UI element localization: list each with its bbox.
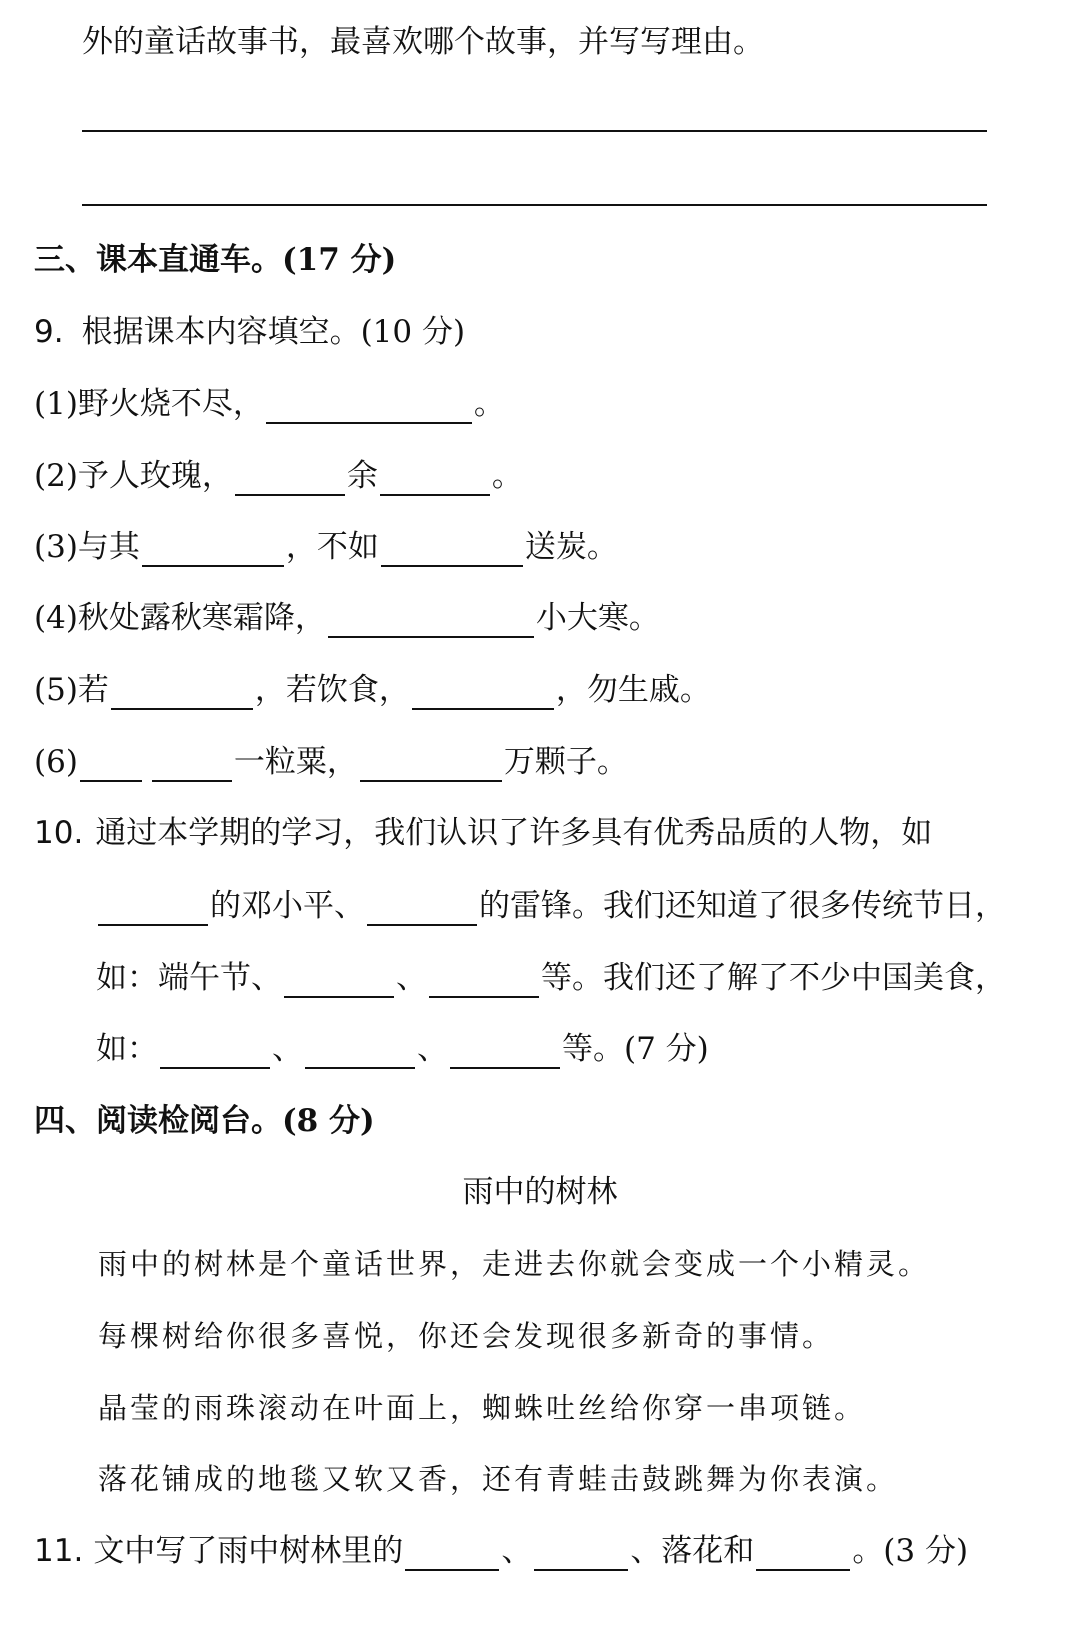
blank[interactable]	[142, 535, 284, 567]
blank[interactable]	[412, 678, 554, 710]
q9-number: 9.	[34, 314, 64, 350]
section-4-heading: 四、阅读检阅台。(8 分)	[34, 1103, 375, 1139]
q9-item-3: (3)与其 ，不如 送炭。	[34, 529, 618, 565]
blank[interactable]	[429, 966, 539, 998]
blank[interactable]	[266, 392, 472, 424]
q9-prompt: 9. 根据课本内容填空。(10 分)	[34, 314, 466, 350]
blank[interactable]	[405, 1539, 499, 1571]
blank[interactable]	[360, 750, 502, 782]
blank[interactable]	[160, 1037, 270, 1069]
answer-line-1	[82, 130, 987, 132]
q10-line-1: 10. 通过本学期的学习，我们认识了许多具有优秀品质的人物，如	[34, 815, 933, 851]
passage-line-1: 雨中的树林是个童话世界，走进去你就会变成一个小精灵。	[98, 1247, 931, 1281]
blank[interactable]	[111, 678, 253, 710]
passage-line-4: 落花铺成的地毯又软又香，还有青蛙击鼓跳舞为你表演。	[98, 1462, 899, 1496]
q9-item-5: (5)若 ，若饮食， ，勿生戚。	[34, 672, 711, 708]
q11-number: 11.	[34, 1533, 84, 1569]
q9-item-2: (2)予人玫瑰， 余 。	[34, 458, 523, 494]
q10-number: 10.	[34, 815, 84, 851]
blank[interactable]	[756, 1539, 850, 1571]
section-3-heading: 三、课本直通车。(17 分)	[34, 242, 397, 278]
blank[interactable]	[235, 464, 345, 496]
q10-line-2: 的邓小平、 的雷锋。我们还知道了很多传统节日，	[96, 886, 1080, 926]
q10-line-3: 如：端午节、 、 等。我们还了解了不少中国美食，	[96, 960, 1006, 996]
intro-text: 外的童话故事书，最喜欢哪个故事，并写写理由。	[82, 24, 764, 60]
blank[interactable]	[381, 535, 523, 567]
q10-line-4: 如： 、 、 等。(7 分)	[96, 1031, 709, 1067]
blank[interactable]	[534, 1539, 628, 1571]
passage-line-3: 晶莹的雨珠滚动在叶面上，蜘蛛吐丝给你穿一串项链。	[98, 1391, 867, 1425]
blank[interactable]	[380, 464, 490, 496]
passage-line-2: 每棵树给你很多喜悦，你还会发现很多新奇的事情。	[98, 1319, 835, 1353]
blank[interactable]	[305, 1037, 415, 1069]
q9-item-4: (4)秋处露秋寒霜降， 小大寒。	[34, 600, 660, 636]
blank[interactable]	[80, 750, 142, 782]
answer-line-2	[82, 204, 987, 206]
q9-item-1: (1)野火烧不尽， 。	[34, 386, 505, 422]
blank[interactable]	[328, 606, 534, 638]
blank[interactable]	[98, 894, 208, 926]
blank[interactable]	[284, 966, 394, 998]
passage-title: 雨中的树林	[462, 1174, 618, 1210]
blank[interactable]	[450, 1037, 560, 1069]
q9-item-6: (6) 一粒粟， 万颗子。	[34, 744, 628, 780]
blank[interactable]	[367, 894, 477, 926]
blank[interactable]	[152, 750, 232, 782]
q11-line: 11. 文中写了雨中树林里的 、 、落花和 。(3 分)	[34, 1533, 969, 1569]
